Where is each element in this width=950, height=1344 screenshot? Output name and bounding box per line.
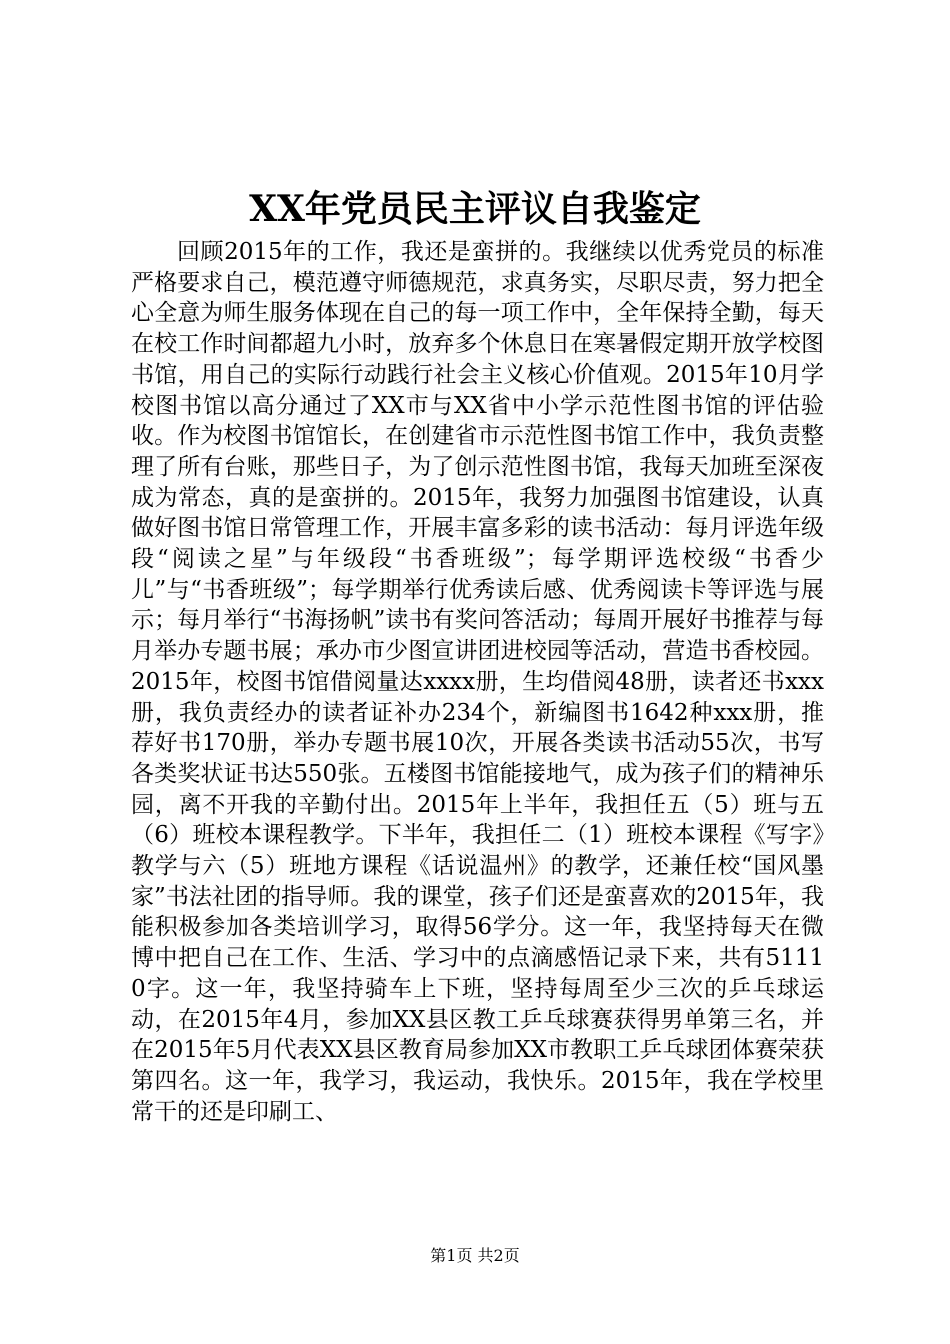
- page-footer: 第1页 共2页: [430, 1246, 520, 1265]
- document-body: 回顾2015年的工作，我还是蛮拼的。我继续以优秀党员的标准严格要求自己，模范遵守师德规范，求真务实，尽职尽责，努力把全心全意为师生服务体现在自己的每一项工作中，全年保持全勤，每天在校工作时间都超九小时，放弃多个休息日在寒暑假定期开放学校图书馆，用自己的实际行动践行社会主义核心价值观。2015年10月学校图书馆以高分通过了XX市与XX省中小学示范性图书馆的评估验收。作为校图书馆馆长，在创建省市示范性图书馆工作中，我负责整理了所有台账，那些日子，为了创示范性图书馆，我每天加班至深夜成为常态，真的是蛮拼的。2015年，我努力加强图书馆建设，认真做好图书馆日常管理工作，开展丰富多彩的读书活动：每月评选年级段“阅读之星”与年级段“书香班级”；每学期评选校级“书香少儿”与“书香班级”；每学期举行优秀读后感、优秀阅读卡等评选与展示；每月举行“书海扬帆”读书有奖问答活动；每周开展好书推荐与每月举办专题书展；承办市少图宣讲团进校园等活动，营造书香校园。2015年，校图书馆借阅量达xxxx册，生均借阅48册，读者还书xxx册，我负责经办的读者证补办234个，新编图书1642种xxx册，推荐好书170册，举办专题书展10次，开展各类读书活动55次，书写各类奖状证书达550张。五楼图书馆能接地气，成为孩子们的精神乐园，离不开我的辛勤付出。2015年上半年，我担任五（5）班与五（6）班校本课程教学。下半年，我担任二（1）班校本课程《写字》教学与六（5）班地方课程《话说温州》的教学，还兼任校“国风墨家”书法社团的指导师。我的课堂，孩子们还是蛮喜欢的2015年，我能积极参加各类培训学习，取得56学分。这一年，我坚持每天在微博中把自己在工作、生活、学习中的点滴感悟记录下来，共有51110字。这一年，我坚持骑车上下班，坚持每周至少三次的乒乓球运动，在2015年4月，参加XX县区教工乒乓球赛获得男单第三名，并在2015年5月代表XX县区教育局参加XX市教职工乒乓球团体赛荣获第四名。这一年，我学习，我运动，我快乐。2015年，我在学校里常干的还是印刷工、: [131, 239, 824, 1125]
- document-title: XX年党员民主评议自我鉴定: [249, 188, 701, 230]
